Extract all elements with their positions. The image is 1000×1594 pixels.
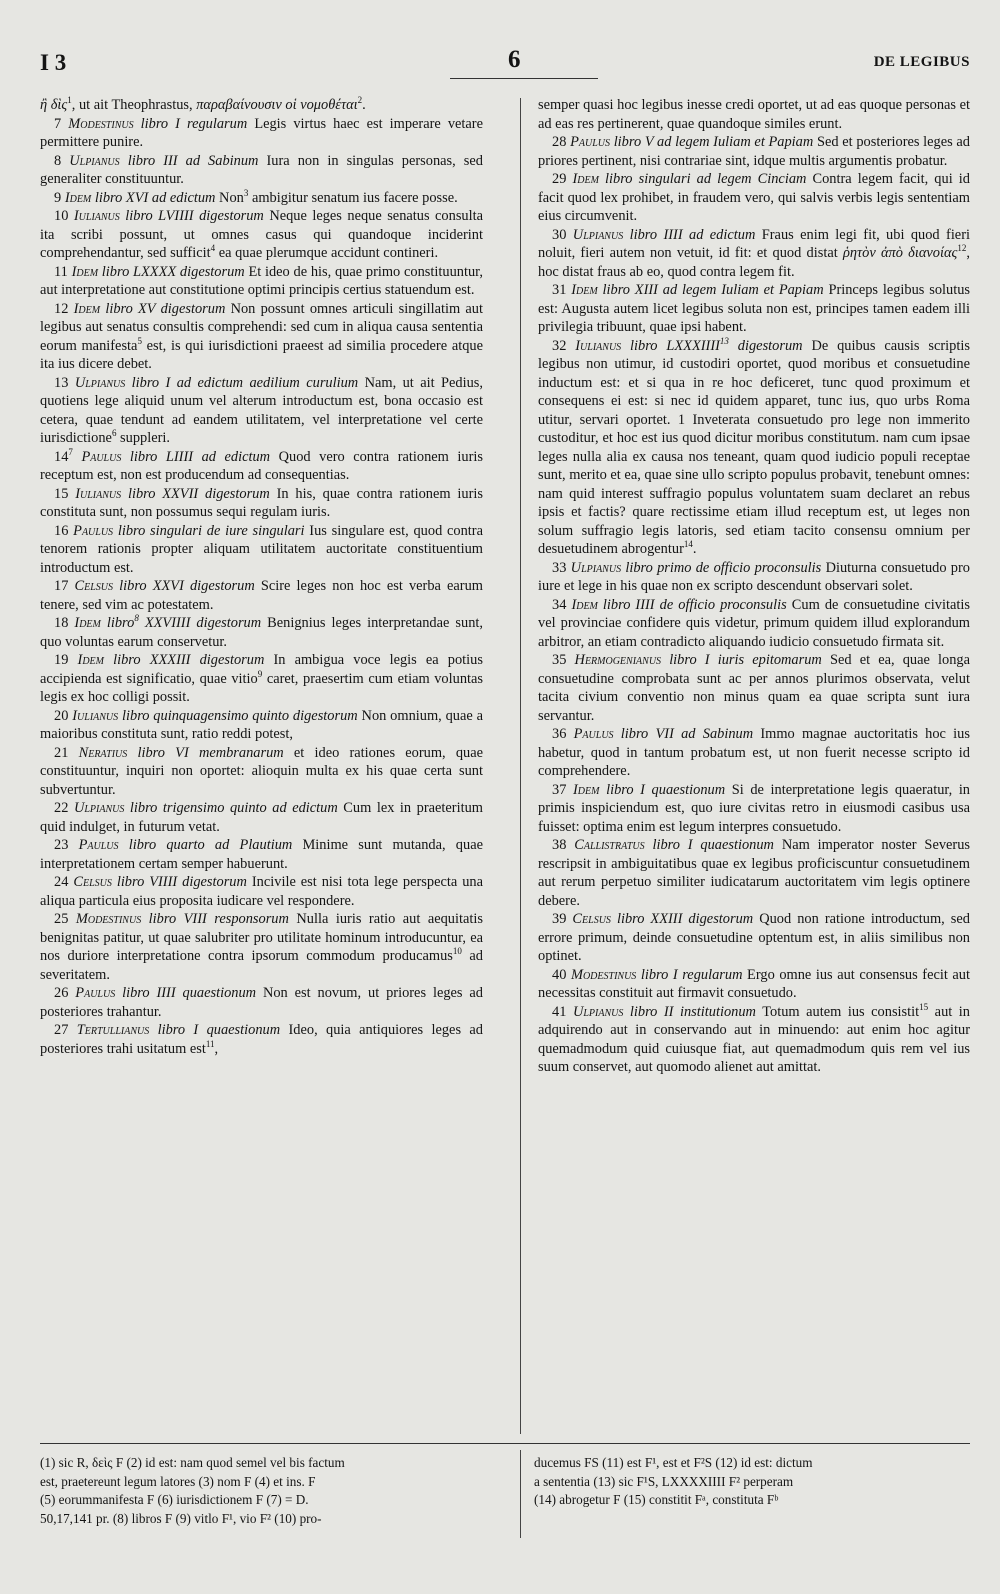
author-name: Modestinus bbox=[570, 966, 637, 983]
fragment-text: , ut ait Theophrastus, bbox=[71, 97, 197, 113]
author-name: Paulus bbox=[75, 985, 116, 1001]
fragment-text: et ideo rationes eorum, quae constituuntur, inquiri non oportet: alioquin multa ex his quae certa sunt subvertuntur. bbox=[40, 744, 483, 798]
fragment-paragraph bbox=[40, 152, 483, 189]
fragment-source: Idem libro LXXXX digestorum bbox=[71, 263, 245, 280]
fragment-source: Iulianus libro LVIIII digestorum bbox=[73, 208, 264, 224]
fragment-paragraph bbox=[538, 96, 970, 133]
header-running-title: DE LEGIBUS bbox=[873, 54, 970, 70]
fragment-text: Ideo, quia antiquiores leges ad posteriores trahi usitatum est bbox=[40, 1022, 483, 1057]
fragment-text: Cum de consuetudine civitatis vel provinciae confidere quis videtur, primum quidem illud explorandum arbitror, an etiam contradicto aliquando iudicio consuetudo firmata sit. bbox=[538, 596, 970, 650]
fragment-text: Inveterata consuetudo pro lege non immerito custoditur, et hoc est ius quod dicitur moribus constitutum. nam cum ipsae leges nulla alia ex causa nos teneant, quam quod iudicio populi receptae sunt, merito et ea, quae sine ullo scripto populus probavit, tenebunt omnes: nam quid interest suffragio populus voluntatem suam declaret an rebus ipsis et factis? quare rectissime etiam illud receptum est, ut leges non solum suffragio legis latoris, sed etiam tacito consensu omnium per desuetudinem abrogentur bbox=[538, 411, 970, 557]
fragment-paragraph bbox=[40, 522, 483, 578]
header-page-number: 6 bbox=[508, 46, 521, 73]
fragment-text: Sed et posteriores leges ad priores pertinent, nisi contrariae sint, idque multis argumentis probatur. bbox=[538, 134, 970, 169]
author-name: Iulianus bbox=[575, 337, 622, 354]
footnote-line: est, praetereunt legum latores (3) nom F (4) et ins. F bbox=[40, 1473, 316, 1489]
fragment-number: 37 bbox=[552, 781, 567, 798]
footnote-line: (14) abrogetur F (15) constitit Fᵃ, constituta Fᵇ bbox=[534, 1492, 779, 1507]
fragment-number: 40 bbox=[552, 966, 567, 983]
fragment-text: Totum autem ius consistit bbox=[762, 1003, 920, 1020]
footnote-ref: 6 bbox=[111, 428, 117, 439]
footnote-rule bbox=[40, 1443, 970, 1444]
fragment-text: Non est novum, ut priores leges ad posteriores trahantur. bbox=[40, 985, 483, 1020]
fragment-text: De quibus causis scriptis legibus non utimur, id custodiri oportet, quod moribus et consuetudine inductum est: et si qua in re hoc deficeret, tunc quod proximum et consequens ei est: si nec id quidem apparet, tunc ius, quo urbs Roma utitur, servari oportet. bbox=[538, 337, 970, 428]
fragment-paragraph bbox=[40, 651, 483, 707]
fragment-paragraph bbox=[40, 577, 483, 614]
greek-text: παραβαίνουσιν οἱ νομοθέται bbox=[196, 97, 358, 113]
fragment-source: Paulus libro quarto ad Plautium bbox=[78, 837, 293, 853]
author-name: Ulpianus bbox=[69, 152, 120, 169]
fragment-text: ea quae plerumque accidunt contineri. bbox=[215, 245, 439, 261]
fragment-source: Ulpianus libro primo de officio proconsulis bbox=[570, 559, 822, 576]
fragment-source: Idem libro XXXIII digestorum bbox=[77, 652, 265, 668]
fragment-text: ad severitatem. bbox=[40, 948, 483, 983]
footnote-ref: 1 bbox=[67, 95, 72, 106]
fragment-source: Iulianus libro XXVII digestorum bbox=[75, 485, 270, 502]
author-name: Paulus bbox=[570, 134, 610, 150]
footnote-ref: 5 bbox=[137, 335, 142, 346]
footnote-ref: 8 bbox=[134, 613, 139, 624]
fragment-source: Idem libro XV digestorum bbox=[73, 300, 226, 317]
fragment-source: Idem libro IIII de officio proconsulis bbox=[571, 596, 787, 613]
fragment-number: 19 bbox=[54, 652, 69, 668]
author-name: Idem bbox=[571, 596, 598, 613]
fragment-text: Benignius leges interpretandae sunt, quo voluntas earum conservetur. bbox=[40, 615, 483, 650]
footnote-ref: 12 bbox=[957, 243, 967, 254]
fragment-text: semper quasi hoc legibus inesse credi oportet, ut ad eas quoque personas et ad eas res pertinerent, quae quandoque similes erunt. bbox=[538, 97, 970, 132]
fragment-paragraph bbox=[538, 910, 970, 966]
fragment-number: 27 bbox=[54, 1022, 69, 1038]
author-name: Callistratus bbox=[574, 837, 645, 853]
fragment-source: Ulpianus libro III ad Sabinum bbox=[69, 152, 259, 169]
fragment-source: Modestinus libro VIII responsorum bbox=[75, 911, 289, 927]
fragment-source: Celsus libro XXVI digestorum bbox=[74, 578, 255, 594]
fragment-paragraph bbox=[538, 226, 970, 282]
author-name: Paulus bbox=[78, 837, 119, 853]
footnotes-right bbox=[534, 1454, 970, 1510]
fragment-text: Contra legem facit, qui id facit quod lex prohibet, in fraudem vero, qui salvis verbis legis sententiam eius circumvenit. bbox=[538, 171, 970, 224]
footnote-ref: 14 bbox=[683, 539, 693, 550]
fragment-number: 7 bbox=[54, 115, 62, 132]
author-name: Tertullianus bbox=[76, 1022, 150, 1038]
footnote-ref: 2 bbox=[357, 95, 363, 106]
fragment-paragraph bbox=[40, 799, 483, 836]
fragment-number: 11 bbox=[54, 263, 68, 280]
fragment-number: 13 bbox=[54, 374, 69, 391]
author-name: Neratius bbox=[78, 744, 128, 761]
fragment-source: Paulus libro V ad legem Iuliam et Papiam bbox=[570, 134, 814, 150]
fragment-number: 26 bbox=[54, 985, 69, 1001]
author-name: Celsus bbox=[73, 874, 112, 890]
footnote-line: 50,17,141 pr. (8) libros F (9) vitlo F¹, vio F² (10) pro- bbox=[40, 1510, 322, 1526]
author-name: Ulpianus bbox=[572, 1003, 624, 1020]
fragment-number: 41 bbox=[552, 1003, 567, 1020]
fragment-source: Ulpianus libro I ad edictum aedilium curulium bbox=[74, 374, 359, 391]
fragment-paragraph bbox=[538, 133, 970, 170]
fragment-paragraph bbox=[40, 910, 483, 984]
author-name: Paulus bbox=[73, 522, 114, 539]
fragment-text: Legis virtus haec est imperare vetare permittere punire. bbox=[40, 115, 483, 150]
fragment-paragraph bbox=[538, 781, 970, 837]
fragment-text: Nam, ut ait Pedius, quotiens lege aliquid unum vel alterum introductum est, bona occasio est cetera, quae tendunt ad eandem utilitatem, vel interpretatione vel certe iurisdictione bbox=[40, 374, 483, 446]
fragment-text: Immo magnae auctoritatis hoc ius habetur, quod in tantum probatum est, ut non fuerit necesse scripto id comprehendere. bbox=[538, 726, 970, 779]
author-name: Celsus bbox=[74, 578, 114, 594]
fragment-source: Paulus libro VII ad Sabinum bbox=[573, 726, 754, 742]
fragment-source: Paulus libro LIIII ad edictum bbox=[81, 448, 271, 465]
fragment-paragraph bbox=[40, 707, 483, 744]
fragment-number: 29 bbox=[552, 171, 567, 187]
fragment-text: Non omnium, quae a maioribus constituta sunt, ratio reddi potest, bbox=[40, 707, 483, 742]
author-name: Paulus bbox=[573, 726, 614, 742]
author-name: Ulpianus bbox=[572, 226, 624, 243]
fragment-source: Tertullianus libro I quaestionum bbox=[76, 1022, 281, 1038]
fragment-source: Ulpianus libro II institutionum bbox=[572, 1003, 756, 1020]
fragment-paragraph bbox=[40, 448, 483, 485]
fragment-text: Sed et ea, quae longa consuetudine comprobata sunt ac per annos plurimos observata, velut tacita civium conventio non minus quam ea quae scripta sunt iura servantur. bbox=[538, 652, 971, 724]
fragment-number: 31 bbox=[552, 282, 567, 298]
author-name: Idem bbox=[64, 189, 92, 206]
fragment-paragraph bbox=[538, 596, 970, 652]
fragment-paragraph bbox=[40, 485, 483, 522]
fragment-paragraph bbox=[40, 374, 483, 448]
fragment-number: 20 bbox=[54, 707, 69, 724]
column-divider bbox=[520, 98, 521, 1434]
author-name: Idem bbox=[73, 300, 101, 317]
fragment-text: caret, praesertim cum etiam voluntas legis ex hoc colligi possit. bbox=[40, 670, 483, 705]
fragment-number: 34 bbox=[552, 596, 567, 613]
fragment-number: 24 bbox=[54, 874, 69, 890]
footnote-line: (1) sic R, δεὶς F (2) id est: nam quod semel vel bis factum bbox=[40, 1455, 345, 1470]
fragment-number: 8 bbox=[54, 152, 62, 169]
footnote-ref: 7 bbox=[68, 446, 73, 457]
fragment-text: Et ideo de his, quae primo constituuntur, aut interpretatione aut constitutione optimi principis certius statuendum est. bbox=[40, 263, 483, 298]
fragment-paragraph bbox=[40, 1021, 483, 1058]
fragment-source: Iulianus libro quinquagensimo quinto digestorum bbox=[72, 707, 358, 724]
footnote-line: (5) eorummanifesta F (6) iurisdictionem F (7) = D. bbox=[40, 1492, 309, 1507]
fragment-text: Iura non in singulas personas, sed generaliter constituuntur. bbox=[40, 152, 483, 187]
fragment-text: Quod vero contra rationem iuris receptum est, non est producendum ad consequentias. bbox=[40, 448, 483, 483]
fragment-paragraph bbox=[40, 873, 483, 910]
author-name: Modestinus bbox=[68, 115, 134, 132]
fragment-text: , hoc distat fraus ab eo, quod contra legem fit. bbox=[538, 245, 970, 280]
fragment-paragraph bbox=[538, 651, 970, 725]
author-name: Ulpianus bbox=[74, 374, 126, 391]
author-name: Paulus bbox=[81, 448, 122, 465]
fragment-text: Incivile est nisi tota lege perspecta una aliqua particula eius proposita iudicare vel respondere. bbox=[40, 874, 483, 909]
fragment-number: 18 bbox=[54, 615, 69, 631]
author-name: Modestinus bbox=[75, 911, 142, 927]
fragment-source: Paulus libro singulari de iure singulari bbox=[73, 522, 305, 539]
fragment-source: Idem libro singulari ad legem Cinciam bbox=[572, 171, 807, 187]
fragment-paragraph bbox=[538, 966, 970, 1003]
author-name: Idem bbox=[77, 652, 104, 668]
fragment-paragraph bbox=[40, 744, 483, 800]
fragment-paragraph bbox=[538, 170, 970, 226]
fragment-text: Minime sunt mutanda, quae interpretationem certam semper habuerunt. bbox=[40, 837, 483, 872]
fragment-paragraph bbox=[538, 1003, 970, 1077]
footnote-line: a sententia (13) sic F¹S, LXXXXIIII F² perperam bbox=[534, 1473, 794, 1489]
fragment-text: Neque leges neque senatus consulta ita scribi possunt, ut omnes casus qui quandoque inciderint comprehendantur, sed sufficit bbox=[40, 208, 483, 261]
fragment-text: Ergo omne ius aut consensus fecit aut necessitas constituit aut firmavit consuetudo. bbox=[538, 966, 970, 1001]
footnote-ref: 4 bbox=[210, 243, 216, 254]
fragment-paragraph bbox=[40, 614, 483, 651]
author-name: Iulianus bbox=[73, 208, 120, 224]
fragment-text: Diuturna consuetudo pro iure et lege in his quae non ex scripto descendunt observari solet. bbox=[538, 559, 970, 594]
footnotes-left bbox=[40, 1454, 510, 1528]
fragment-source: Idem libro XIII ad legem Iuliam et Papiam bbox=[571, 282, 824, 298]
fragment-number: 39 bbox=[552, 911, 567, 927]
author-name: Idem bbox=[573, 781, 600, 798]
fragment-number: 9 bbox=[54, 189, 62, 206]
fragment-paragraph bbox=[40, 300, 483, 374]
footnote-ref: 3 bbox=[243, 187, 249, 198]
fragment-paragraph bbox=[40, 263, 483, 300]
greek-text: ῥητὸν ἀπὸ διανοίας bbox=[842, 245, 958, 261]
fragment-paragraph bbox=[40, 96, 483, 115]
fragment-source: Idem libro I quaestionum bbox=[573, 781, 726, 798]
fragment-source: Idem libro$^8$ XXVIIII digestorum bbox=[74, 613, 262, 631]
footnote-divider bbox=[520, 1450, 521, 1538]
fragment-number: 23 bbox=[54, 837, 69, 853]
fragment-text: , bbox=[214, 1040, 219, 1057]
fragment-text: Ius singulare est, quod contra tenorem rationis propter aliquam utilitatem auctoritate constituentium introductum est. bbox=[40, 522, 483, 576]
fragment-number: 17 bbox=[54, 578, 69, 594]
greek-text: ἢ δὶς bbox=[40, 97, 68, 113]
fragment-source: Ulpianus libro trigensimo quinto ad edictum bbox=[73, 800, 338, 816]
fragment-paragraph bbox=[538, 836, 970, 910]
fragment-number: 38 bbox=[552, 837, 567, 853]
fragment-text: suppleri. bbox=[116, 430, 171, 446]
fragment-source: Ulpianus libro IIII ad edictum bbox=[572, 226, 756, 243]
author-name: Idem bbox=[571, 282, 598, 298]
fragment-number: 28 bbox=[552, 134, 567, 150]
author-name: Iulianus bbox=[72, 707, 119, 724]
fragment-text: Nam imperator noster Severus rescripsit in ambiguitatibus quae ex legibus proficiscuntur consuetudinem aut rerum perpetuo similiter iudicatarum auctoritatem vim legis optinere debere. bbox=[538, 837, 970, 909]
fragment-number: 36 bbox=[552, 726, 567, 742]
fragment-text: In ambigua voce legis ea potius accipienda est significatio, quae vitio bbox=[40, 652, 483, 687]
fragment-source: Hermogenianus libro I iuris epitomarum bbox=[574, 652, 822, 668]
fragment-text: est, is qui iurisdictioni praeest ad similia procedere atque ita ius dicere debet. bbox=[40, 337, 483, 372]
fragment-number: 14 bbox=[54, 448, 69, 465]
header-rule bbox=[450, 78, 598, 79]
fragment-paragraph bbox=[538, 281, 970, 337]
header-section-number: I 3 bbox=[40, 50, 67, 75]
fragment-number: 16 bbox=[54, 522, 69, 539]
fragment-number: 30 bbox=[552, 226, 567, 243]
fragment-source: Callistratus libro I quaestionum bbox=[574, 837, 774, 853]
fragment-number: 22 bbox=[54, 800, 69, 816]
fragment-text: Si de interpretatione legis quaeratur, in primis inspiciendum est, quo iure civitas retro in eiusmodi casibus usa fuisset: optima enim est legum interpres consuetudo. bbox=[538, 781, 971, 835]
fragment-paragraph bbox=[40, 115, 483, 152]
author-name: Idem bbox=[74, 615, 101, 631]
fragment-text: aut in adquirendo aut in conservando aut in minuendo: aut enim hoc agitur quemadmodum quid cuiusque fiat, aut quemadmodum quis rem vel ius suum conservet, aut quomodo alienet aut amittat. bbox=[538, 1003, 970, 1075]
fragment-source: Modestinus libro I regularum bbox=[68, 115, 248, 132]
author-name: Ulpianus bbox=[73, 800, 125, 816]
fragment-source: Celsus libro XXIII digestorum bbox=[572, 911, 754, 927]
fragment-text: Cum lex in praeteritum quid indulget, in futurum vetat. bbox=[40, 800, 483, 835]
author-name: Ulpianus bbox=[570, 559, 622, 576]
fragment-paragraph bbox=[40, 984, 483, 1021]
footnote-ref: 11 bbox=[205, 1038, 215, 1049]
fragment-number: 32 bbox=[552, 337, 567, 354]
footnote-ref: 10 bbox=[452, 946, 462, 957]
fragment-text: Non possunt omnes articuli singillatim aut legibus aut senatus consultis comprehendi: sed cum in aliqua causa sententia eorum manifesta bbox=[40, 300, 484, 354]
fragment-paragraph bbox=[40, 207, 483, 263]
fragment-text: . bbox=[362, 97, 366, 113]
fragment-text: Scire leges non hoc est verba earum tenere, sed vim ac potestatem. bbox=[40, 578, 483, 613]
author-name: Iulianus bbox=[75, 485, 122, 502]
fragment-source: Modestinus libro I regularum bbox=[570, 966, 743, 983]
author-name: Celsus bbox=[572, 911, 611, 927]
fragment-source: Idem libro XVI ad edictum bbox=[64, 189, 216, 206]
fragment-paragraph bbox=[538, 559, 970, 596]
paragraph-marker: 1 bbox=[677, 411, 686, 428]
fragment-paragraph bbox=[40, 836, 483, 873]
fragment-text: Non bbox=[219, 189, 244, 206]
fragment-source: Celsus libro VIIII digestorum bbox=[73, 874, 247, 890]
fragment-text: Fraus enim legi fit, ubi quod fieri noluit, fieri autem non vetuit, id fit: et quod distat bbox=[538, 226, 970, 261]
footnote-ref: 9 bbox=[257, 668, 263, 679]
right-text-column bbox=[538, 96, 970, 1077]
fragment-source: Iulianus libro LXXXIIII$^{13}$ digestorum bbox=[575, 335, 803, 354]
fragment-number: 33 bbox=[552, 559, 567, 576]
fragment-paragraph bbox=[40, 189, 483, 208]
fragment-number: 10 bbox=[54, 208, 69, 224]
fragment-source: Neratius libro VI membranarum bbox=[78, 744, 284, 761]
fragment-number: 21 bbox=[54, 744, 69, 761]
footnote-line: ducemus FS (11) est F¹, est et F²S (12) id est: dictum bbox=[534, 1455, 813, 1470]
fragment-paragraph bbox=[538, 725, 970, 781]
fragment-paragraph bbox=[538, 337, 970, 559]
author-name: Idem bbox=[572, 171, 599, 187]
fragment-number: 25 bbox=[54, 911, 69, 927]
footnote-ref: 15 bbox=[919, 1001, 929, 1012]
fragment-source: Paulus libro IIII quaestionum bbox=[75, 985, 257, 1001]
fragment-number: 35 bbox=[552, 652, 567, 668]
left-text-column bbox=[40, 96, 483, 1058]
fragment-text: In his, quae contra rationem iuris constituta sunt, non possumus sequi regulam iuris. bbox=[40, 485, 483, 520]
fragment-text: Princeps legibus solutus est: Augusta autem licet legibus soluta non est, principes tamen eadem illi privilegia tribuunt, quae ipsi habent. bbox=[538, 282, 971, 335]
fragment-number: 12 bbox=[54, 300, 69, 317]
fragment-number: 15 bbox=[54, 485, 69, 502]
footnote-ref: 13 bbox=[719, 335, 729, 346]
fragment-text: Nulla iuris ratio aut aequitatis benignitas patitur, ut quae salubriter pro utilitate hominum introducuntur, ea nos duriore interpretatione contra ipsorum commodum producamus bbox=[40, 911, 483, 964]
author-name: Idem bbox=[71, 263, 99, 280]
author-name: Hermogenianus bbox=[574, 652, 662, 668]
fragment-text: ambigitur senatum ius facere posse. bbox=[248, 189, 458, 206]
fragment-text: Quod non ratione introductum, sed errore primum, deinde consuetudine optentum est, in aliis similibus non optinet. bbox=[538, 911, 970, 964]
fragment-text: . bbox=[692, 541, 697, 557]
